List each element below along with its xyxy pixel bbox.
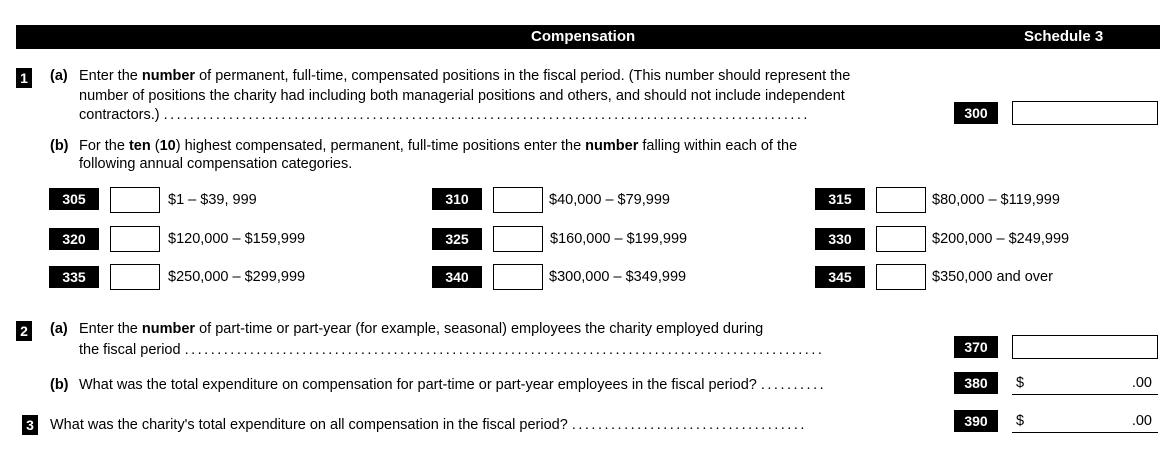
q1a-label: (a) bbox=[50, 68, 68, 84]
line-code-370: 370 bbox=[954, 336, 998, 358]
category-count-field[interactable] bbox=[876, 264, 926, 290]
q2b-label: (b) bbox=[50, 377, 69, 393]
category-count-field[interactable] bbox=[110, 226, 160, 252]
q2a-line2: the fiscal period .................................................................................................. bbox=[79, 342, 825, 358]
category-label: $1 – $39, 999 bbox=[168, 192, 257, 208]
category-code: 325 bbox=[432, 228, 482, 250]
cents-suffix: .00 bbox=[1131, 375, 1152, 391]
category-label: $200,000 – $249,999 bbox=[932, 231, 1070, 247]
category-label: $250,000 – $299,999 bbox=[168, 269, 306, 285]
category-label: $120,000 – $159,999 bbox=[168, 231, 306, 247]
schedule-label: Schedule 3 bbox=[1024, 28, 1104, 45]
line-code-300: 300 bbox=[954, 102, 998, 124]
currency-symbol: $ bbox=[1016, 413, 1025, 429]
field-380-part-time-expenditure[interactable] bbox=[1012, 373, 1158, 395]
category-count-field[interactable] bbox=[493, 264, 543, 290]
category-code: 320 bbox=[49, 228, 99, 250]
currency-symbol: $ bbox=[1016, 375, 1025, 391]
q1b-line2: following annual compensation categories. bbox=[79, 156, 353, 172]
category-code: 345 bbox=[815, 266, 865, 288]
category-count-field[interactable] bbox=[493, 187, 543, 213]
question-number-3: 3 bbox=[22, 415, 38, 435]
q3-text: What was the charity's total expenditure on all compensation in the fiscal period? .................................... bbox=[50, 417, 807, 433]
category-code: 340 bbox=[432, 266, 482, 288]
cents-suffix: .00 bbox=[1131, 413, 1152, 429]
category-label: $40,000 – $79,999 bbox=[549, 192, 670, 208]
q2b-text: What was the total expenditure on compensation for part-time or part-year employees in the fiscal period? .......... bbox=[79, 377, 827, 393]
section-header bbox=[16, 25, 1160, 49]
category-code: 310 bbox=[432, 188, 482, 210]
q1a-line3: contractors.) ................................................................................................... bbox=[79, 107, 810, 123]
field-300-positions[interactable] bbox=[1012, 101, 1158, 125]
q2a-line1: Enter the number of part-time or part-year (for example, seasonal) employees the charity employed during bbox=[79, 321, 764, 337]
category-label: $160,000 – $199,999 bbox=[550, 231, 688, 247]
q1a-line1: Enter the number of permanent, full-time, compensated positions in the fiscal period. (This number should represent the bbox=[79, 68, 851, 84]
field-390-total-expenditure[interactable] bbox=[1012, 411, 1158, 433]
category-count-field[interactable] bbox=[493, 226, 543, 252]
question-number-2: 2 bbox=[16, 321, 32, 341]
q1a-line2: number of positions the charity had including both managerial positions and others, and should not include independent bbox=[79, 88, 845, 104]
category-count-field[interactable] bbox=[876, 226, 926, 252]
line-code-390: 390 bbox=[954, 410, 998, 432]
section-title: Compensation bbox=[531, 28, 636, 45]
category-code: 330 bbox=[815, 228, 865, 250]
category-code: 335 bbox=[49, 266, 99, 288]
category-label: $80,000 – $119,999 bbox=[932, 192, 1060, 208]
category-count-field[interactable] bbox=[110, 187, 160, 213]
q1b-label: (b) bbox=[50, 138, 69, 154]
category-label: $300,000 – $349,999 bbox=[549, 269, 687, 285]
line-code-380: 380 bbox=[954, 372, 998, 394]
q2a-label: (a) bbox=[50, 321, 68, 337]
field-370-part-time-count[interactable] bbox=[1012, 335, 1158, 359]
q1b-line1: For the ten (10) highest compensated, permanent, full-time positions enter the number falling within each of the bbox=[79, 138, 798, 154]
question-number-1: 1 bbox=[16, 68, 32, 88]
category-code: 305 bbox=[49, 188, 99, 210]
category-code: 315 bbox=[815, 188, 865, 210]
category-label: $350,000 and over bbox=[932, 269, 1053, 285]
category-count-field[interactable] bbox=[110, 264, 160, 290]
category-count-field[interactable] bbox=[876, 187, 926, 213]
